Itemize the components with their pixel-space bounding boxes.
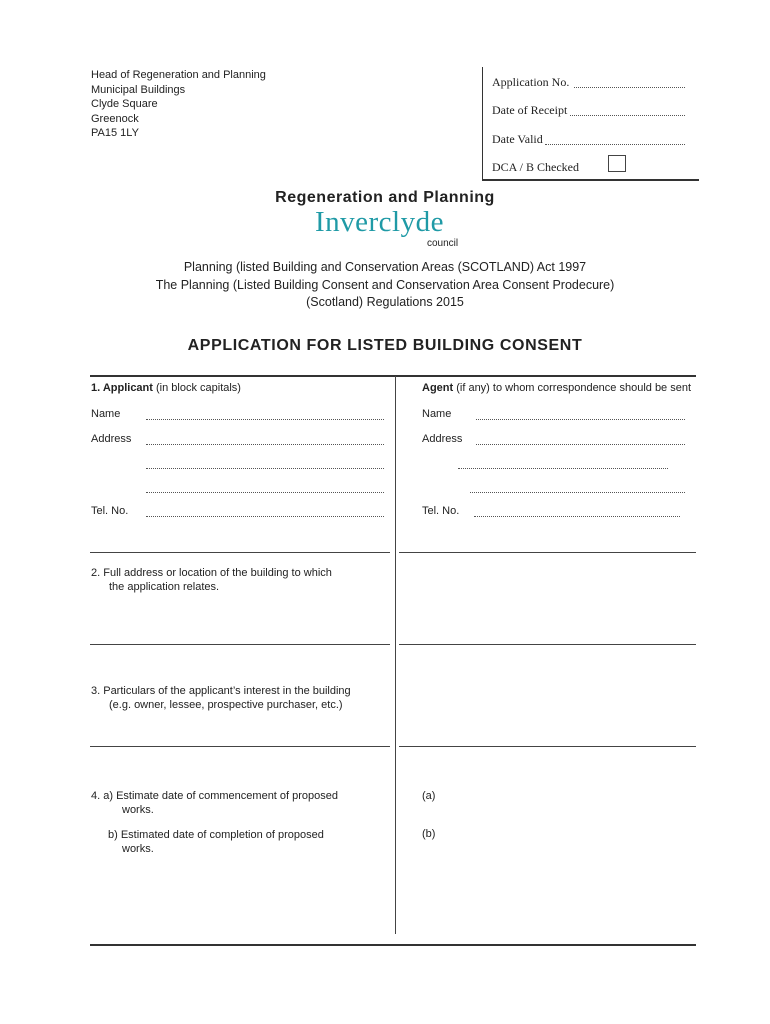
question-4a-line: 4. a) Estimate date of commencement of proposed	[91, 790, 339, 802]
section-divider	[90, 552, 390, 553]
question-4a-line: works.	[122, 804, 154, 816]
section-divider	[90, 746, 390, 747]
applicant-address-label: Address	[91, 433, 132, 445]
applicant-name-label: Name	[91, 408, 121, 420]
application-no-field[interactable]	[574, 87, 685, 88]
applicant-heading-note: (in block capitals)	[152, 382, 241, 394]
answer-a-label: (a)	[422, 790, 436, 802]
authority-address	[91, 68, 266, 141]
agent-address-field-3[interactable]	[470, 492, 685, 493]
question-4b-line: works.	[122, 843, 154, 855]
question-3	[91, 684, 351, 712]
question-4b	[108, 828, 324, 856]
question-3-line: (e.g. owner, lessee, prospective purchaser, etc.)	[109, 699, 343, 711]
applicant-address-field-1[interactable]	[146, 444, 384, 445]
dca-checked-checkbox[interactable]	[608, 155, 626, 172]
applicant-tel-label: Tel. No.	[91, 505, 129, 517]
legislation-text	[0, 259, 770, 312]
question-3-answer-area[interactable]	[400, 648, 695, 744]
address-line: Clyde Square	[91, 98, 158, 110]
date-of-receipt-field[interactable]	[570, 115, 685, 116]
question-3-line: 3. Particulars of the applicant’s interest in the building	[91, 685, 351, 697]
section-divider	[399, 644, 696, 645]
office-use-box	[482, 67, 699, 181]
agent-address-field-1[interactable]	[476, 444, 685, 445]
address-line: Municipal Buildings	[91, 83, 186, 96]
applicant-name-field[interactable]	[146, 419, 384, 420]
agent-name-label: Name	[422, 408, 452, 420]
section-divider	[399, 746, 696, 747]
question-2	[91, 566, 332, 594]
question-4a	[91, 789, 338, 817]
applicant-address-field-2[interactable]	[146, 468, 384, 469]
question-2-line: the application relates.	[109, 581, 220, 593]
section-divider	[90, 944, 696, 946]
date-valid-field[interactable]	[545, 144, 685, 145]
agent-heading-note: (if any) to whom correspondence should be sent	[453, 382, 692, 394]
address-line: Head of Regeneration and Planning	[91, 69, 266, 81]
applicant-heading	[91, 382, 241, 394]
section-divider	[90, 375, 696, 377]
inverclyde-council-logo	[315, 206, 475, 252]
legislation-line: Planning (listed Building and Conservation Areas (SCOTLAND) Act 1997	[183, 260, 587, 274]
legislation-line: (Scotland) Regulations 2015	[306, 295, 464, 309]
applicant-heading-bold: 1. Applicant	[91, 382, 153, 394]
address-line: PA15 1LY	[91, 127, 139, 139]
section-divider	[399, 552, 696, 553]
agent-heading	[422, 382, 691, 394]
logo-wordmark: Inverclyde	[315, 206, 444, 238]
logo-subtitle: council	[427, 238, 459, 249]
agent-tel-label: Tel. No.	[422, 505, 460, 517]
question-4b-line: b) Estimated date of completion of proposed	[108, 829, 324, 841]
dca-checked-label: DCA / B Checked	[492, 160, 579, 174]
question-2-line: 2. Full address or location of the building to which	[91, 567, 332, 579]
agent-address-label: Address	[422, 433, 463, 445]
question-2-answer-area[interactable]	[400, 556, 695, 642]
applicant-tel-field[interactable]	[146, 516, 384, 517]
address-line: Greenock	[91, 112, 139, 125]
legislation-line: The Planning (Listed Building Consent and Conservation Area Consent Prodecure)	[155, 277, 615, 292]
agent-tel-field[interactable]	[474, 516, 680, 517]
agent-heading-bold: Agent	[422, 382, 454, 394]
commencement-date-field[interactable]	[440, 786, 690, 816]
answer-b-label: (b)	[422, 828, 436, 840]
date-of-receipt-label: Date of Receipt	[492, 103, 568, 117]
agent-name-field[interactable]	[476, 419, 685, 420]
application-no-label: Application No.	[492, 75, 570, 89]
section-divider	[90, 644, 390, 645]
applicant-address-field-3[interactable]	[146, 492, 384, 493]
column-divider	[395, 376, 396, 934]
agent-address-field-2[interactable]	[458, 468, 668, 469]
date-valid-label: Date Valid	[492, 132, 543, 146]
completion-date-field[interactable]	[440, 824, 690, 854]
form-title: APPLICATION FOR LISTED BUILDING CONSENT	[187, 337, 583, 354]
department-heading: Regeneration and Planning	[275, 189, 495, 206]
